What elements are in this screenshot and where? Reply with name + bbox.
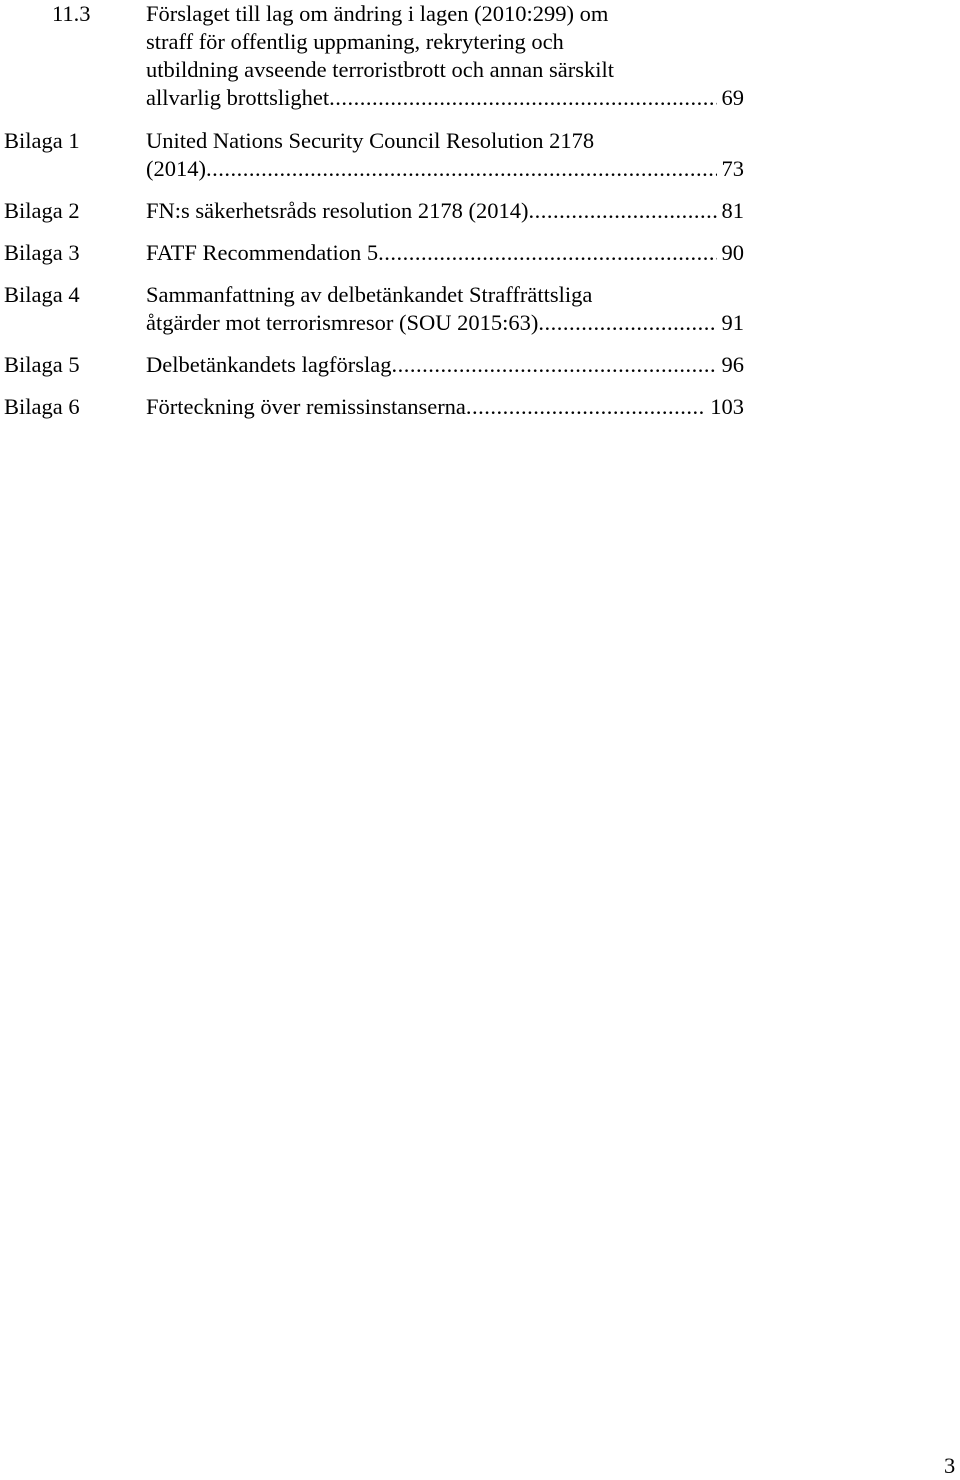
toc-entry-title (146, 197, 744, 225)
dot-leader (528, 197, 716, 225)
dot-leader (329, 84, 716, 112)
toc-entry-last-line (146, 309, 744, 337)
toc-page-number: 90 (721, 240, 744, 265)
toc-entry-number: Bilaga 1 (4, 128, 80, 153)
toc-page-number: 96 (721, 352, 744, 377)
toc-page-number: 69 (721, 85, 744, 110)
toc-entry-title-line: FATF Recommendation 5 (146, 240, 379, 265)
toc-entry-title-line: (2014) (146, 156, 206, 181)
toc-entry-last-line (146, 393, 744, 421)
toc-page-number: 91 (721, 310, 744, 335)
toc-entry-bilaga-1[interactable] (0, 127, 960, 183)
dot-leader (378, 239, 716, 267)
toc-entry-last-line (146, 197, 744, 225)
toc-entry-bilaga-6[interactable] (0, 393, 960, 421)
toc-entry-bilaga-2[interactable] (0, 197, 960, 225)
page-number: 3 (944, 1453, 956, 1478)
toc-entry-number: Bilaga 6 (4, 394, 80, 419)
toc-entry-title-line: utbildning avseende terroristbrott och annan särskilt (146, 57, 615, 82)
toc-entry-number: Bilaga 5 (4, 352, 80, 377)
toc-entry-title-line: åtgärder mot terrorismresor (SOU 2015:63) (146, 310, 539, 335)
toc-entry-number: Bilaga 4 (4, 282, 80, 307)
toc-entry-title (146, 127, 744, 183)
toc-entry-bilaga-4[interactable] (0, 281, 960, 337)
toc-page-number: 81 (721, 198, 744, 223)
toc-entry-title (146, 239, 744, 267)
toc-entry-title-line: Delbetänkandets lagförslag (146, 352, 392, 377)
toc-entry-last-line (146, 239, 744, 267)
toc-entry-number: 11.3 (52, 1, 91, 26)
dot-leader (206, 155, 717, 183)
toc-page-number: 73 (721, 156, 744, 181)
toc-page-number: 103 (710, 394, 744, 419)
toc-entry-bilaga-5[interactable] (0, 351, 960, 379)
dot-leader (466, 393, 705, 421)
toc-entry-title (146, 281, 744, 337)
toc-entry-number: Bilaga 2 (4, 198, 80, 223)
toc-entry-11-3[interactable] (0, 0, 960, 112)
toc-entry-title-line: Förteckning över remissinstanserna (146, 394, 466, 419)
toc-entry-title-line: allvarlig brottslighet (146, 85, 330, 110)
dot-leader (392, 351, 717, 379)
toc-entry-title-line: Sammanfattning av delbetänkandet Straffrättsliga (146, 282, 593, 307)
toc-entry-title (146, 393, 744, 421)
toc-entry-title (146, 0, 744, 112)
dot-leader (538, 309, 716, 337)
toc-entry-title-line: FN:s säkerhetsråds resolution 2178 (2014) (146, 198, 529, 223)
toc-entry-title-line: Förslaget till lag om ändring i lagen (2010:299) om (146, 1, 609, 26)
toc-entry-bilaga-3[interactable] (0, 239, 960, 267)
toc-entry-title-line: straff för offentlig uppmaning, rekrytering och (146, 29, 564, 54)
toc-entry-title (146, 351, 744, 379)
toc-entry-last-line (146, 155, 744, 183)
toc-entry-number: Bilaga 3 (4, 240, 80, 265)
toc-entry-last-line (146, 351, 744, 379)
toc-entry-last-line (146, 84, 744, 112)
toc-entry-title-line: United Nations Security Council Resolution 2178 (146, 128, 595, 153)
